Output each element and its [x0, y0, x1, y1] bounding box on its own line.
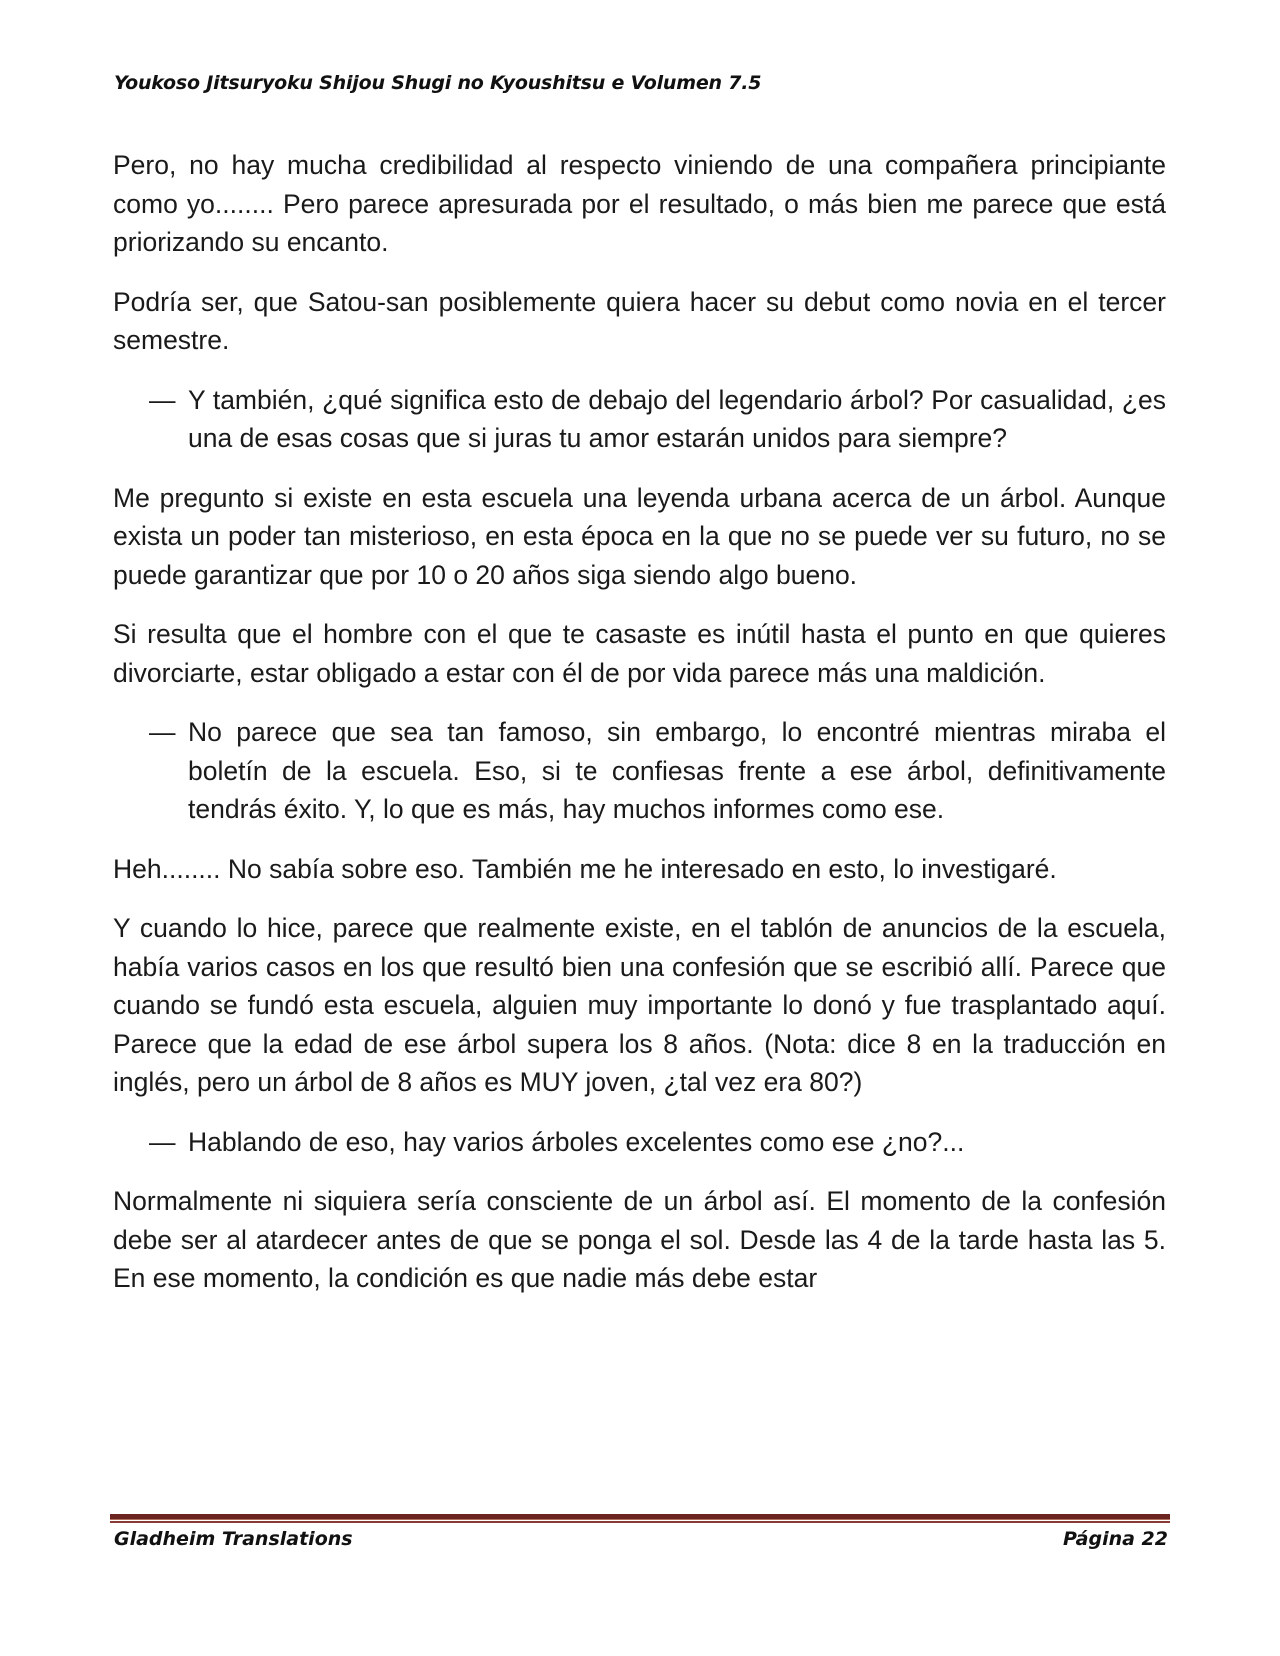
- dialogue-dash: —: [149, 717, 176, 747]
- footer-divider: [110, 1514, 1170, 1520]
- footer-divider-thin: [110, 1521, 1170, 1523]
- page-body: [113, 146, 1166, 1319]
- dialogue-line-1: [113, 381, 1166, 458]
- dialogue-line-3: [113, 1123, 1166, 1162]
- paragraph-6: Y cuando lo hice, parece que realmente existe, en el tablón de anuncios de la escuela, había varios casos en los que resultó bien una confesión que se escribió allí. Parece que cuando se fundó esta escuela, alguien muy importante lo donó y fue trasplantado aquí. Parece que la edad de ese árbol supera los 8 años. (Nota: dice 8 en la traducción en inglés, pero un árbol de 8 años es MUY joven, ¿tal vez era 80?): [113, 913, 1166, 1097]
- dialogue-dash: —: [149, 384, 176, 415]
- paragraph-5: Heh........ No sabía sobre eso. También me he interesado en esto, lo investigaré.: [113, 853, 1057, 884]
- page-header-title: Youkoso Jitsuryoku Shijou Shugi no Kyoushitsu e Volumen 7.5: [114, 72, 762, 94]
- dialogue-text: Hablando de eso, hay varios árboles excelentes como ese ¿no?...: [188, 1126, 965, 1157]
- dialogue-text: Y también, ¿qué significa esto de debajo del legendario árbol? Por casualidad, ¿es una de esas cosas que si juras tu amor estarán unidos para siempre?: [188, 384, 1166, 453]
- paragraph-3: Me pregunto si existe en esta escuela una leyenda urbana acerca de un árbol. Aunque exista un poder tan misterioso, en esta época en la que no se puede ver su futuro, no se puede garantizar que por 10 o 20 años siga siendo algo bueno.: [113, 482, 1166, 590]
- paragraph-7: Normalmente ni siquiera sería consciente de un árbol así. El momento de la confesión debe ser al atardecer antes de que se ponga el sol. Desde las 4 de la tarde hasta las 5. En ese momento, la condición es que nadie más debe estar: [113, 1186, 1166, 1293]
- paragraph-1: Pero, no hay mucha credibilidad al respecto viniendo de una compañera principiante como yo........ Pero parece apresurada por el resultado, o más bien me parece que está priorizando su encanto.: [113, 150, 1166, 257]
- paragraph-2: Podría ser, que Satou-san posiblemente quiera hacer su debut como novia en el tercer semestre.: [113, 286, 1166, 355]
- footer-credit: Gladheim Translations: [114, 1528, 353, 1550]
- page-number: Página 22: [1062, 1528, 1168, 1550]
- dialogue-line-2: [113, 713, 1166, 829]
- dialogue-text: No parece que sea tan famoso, sin embargo, lo encontré mientras miraba el boletín de la escuela. Eso, si te confiesas frente a ese árbol, definitivamente tendrás éxito. Y, lo que es más, hay muchos informes como ese.: [188, 717, 1166, 824]
- dialogue-dash: —: [149, 1126, 176, 1157]
- paragraph-4: Si resulta que el hombre con el que te casaste es inútil hasta el punto en que quieres divorciarte, estar obligado a estar con él de por vida parece más una maldición.: [113, 619, 1166, 688]
